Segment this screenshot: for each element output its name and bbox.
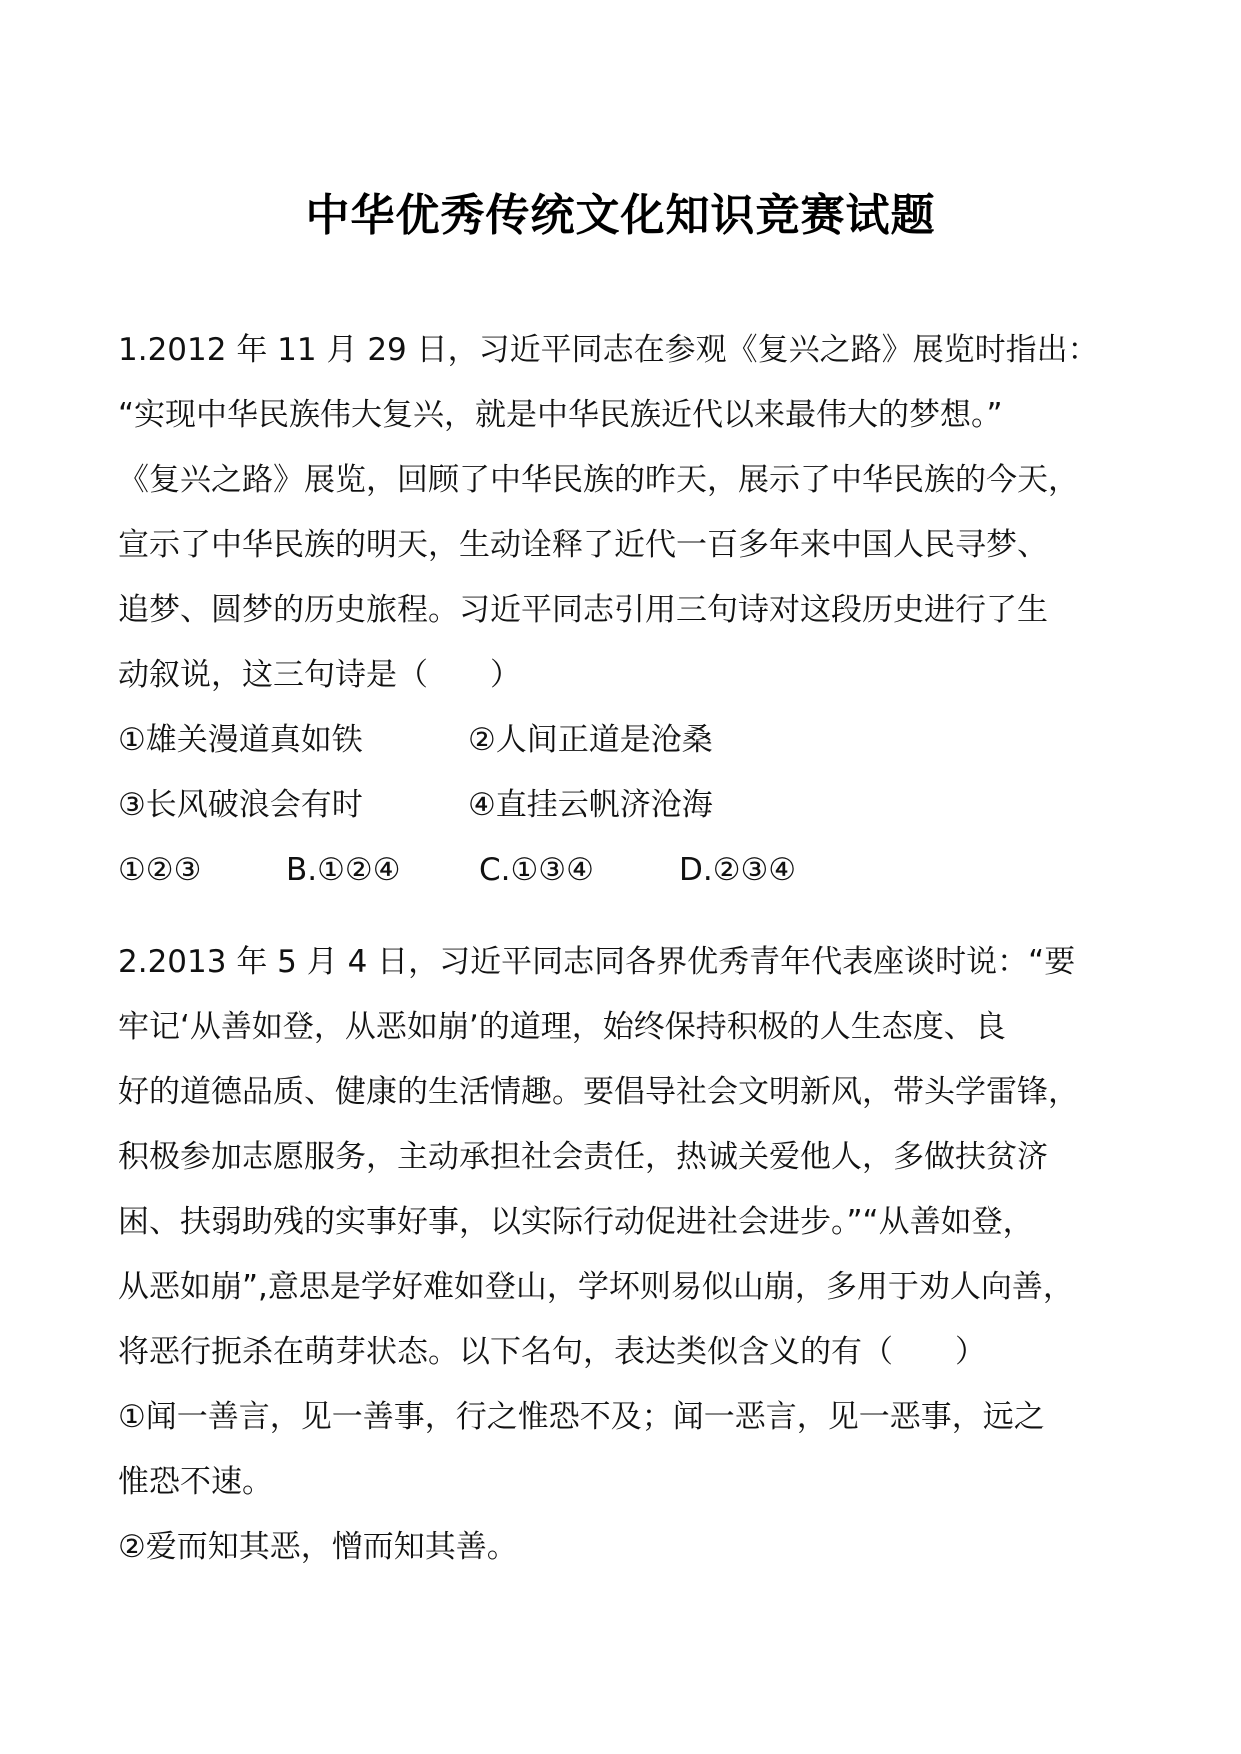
option-4: ④直挂云帆济沧海 bbox=[468, 787, 713, 823]
question-1 bbox=[118, 318, 1128, 903]
question-1-line: 宣示了中华民族的明天，生动诠释了近代一百多年来中国人民寻梦、 bbox=[118, 527, 1048, 563]
question-2-line: 积极参加志愿服务，主动承担社会责任，热诚关爱他人，多做扶贫济 bbox=[118, 1139, 1048, 1175]
question-1-line: 追梦、圆梦的历史旅程。习近平同志引用三句诗对这段历史进行了生 bbox=[118, 592, 1048, 628]
option-2: ②人间正道是沧桑 bbox=[468, 722, 713, 758]
option-1: ①雄关漫道真如铁 bbox=[118, 722, 363, 758]
question-2-option-line: ②爱而知其恶，憎而知其善。 bbox=[118, 1529, 518, 1565]
question-1-answer-choices bbox=[118, 838, 1128, 903]
question-1-line: 《复兴之路》展览，回顾了中华民族的昨天，展示了中华民族的今天， bbox=[118, 462, 1079, 498]
question-2-line: 2.2013 年 5 月 4 日，习近平同志同各界优秀青年代表座谈时说：“要 bbox=[118, 944, 1076, 980]
answer-choice-d: D.②③④ bbox=[679, 852, 797, 888]
question-1-line: “实现中华民族伟大复兴，就是中华民族近代以来最伟大的梦想。” bbox=[118, 397, 1003, 433]
question-1-options-row bbox=[118, 708, 1128, 773]
option-3: ③长风破浪会有时 bbox=[118, 787, 363, 823]
question-2-line: 将恶行扼杀在萌芽状态。以下名句，表达类似含义的有（ ） bbox=[118, 1334, 986, 1370]
answer-choice-a: ①②③ bbox=[118, 852, 202, 888]
answer-choice-b: B.①②④ bbox=[286, 852, 401, 888]
question-1-options-row bbox=[118, 773, 1128, 838]
question-2-line: 牢记‘从善如登，从恶如崩’的道理，始终保持积极的人生态度、良 bbox=[118, 1009, 1006, 1045]
answer-choice-c: C.①③④ bbox=[479, 852, 594, 888]
question-2-line: 从恶如崩”,意思是学好难如登山，学坏则易似山崩，多用于劝人向善， bbox=[118, 1269, 1074, 1305]
question-1-line: 动叙说，这三句诗是（ ） bbox=[118, 657, 521, 693]
question-2-line: 好的道德品质、健康的生活情趣。要倡导社会文明新风，带头学雷锋， bbox=[118, 1074, 1079, 1110]
question-1-line: 1.2012 年 11 月 29 日，习近平同志在参观《复兴之路》展览时指出： bbox=[118, 332, 1099, 368]
question-2 bbox=[118, 930, 1128, 1580]
question-2-option-line: 惟恐不速。 bbox=[118, 1464, 273, 1500]
page-title: 中华优秀传统文化知识竞赛试题 bbox=[305, 190, 936, 241]
question-2-option-line: ①闻一善言，见一善事，行之惟恐不及；闻一恶言，见一恶事，远之 bbox=[118, 1399, 1045, 1435]
question-2-line: 困、扶弱助残的实事好事，以实际行动促进社会进步。”“从善如登， bbox=[118, 1204, 1034, 1240]
